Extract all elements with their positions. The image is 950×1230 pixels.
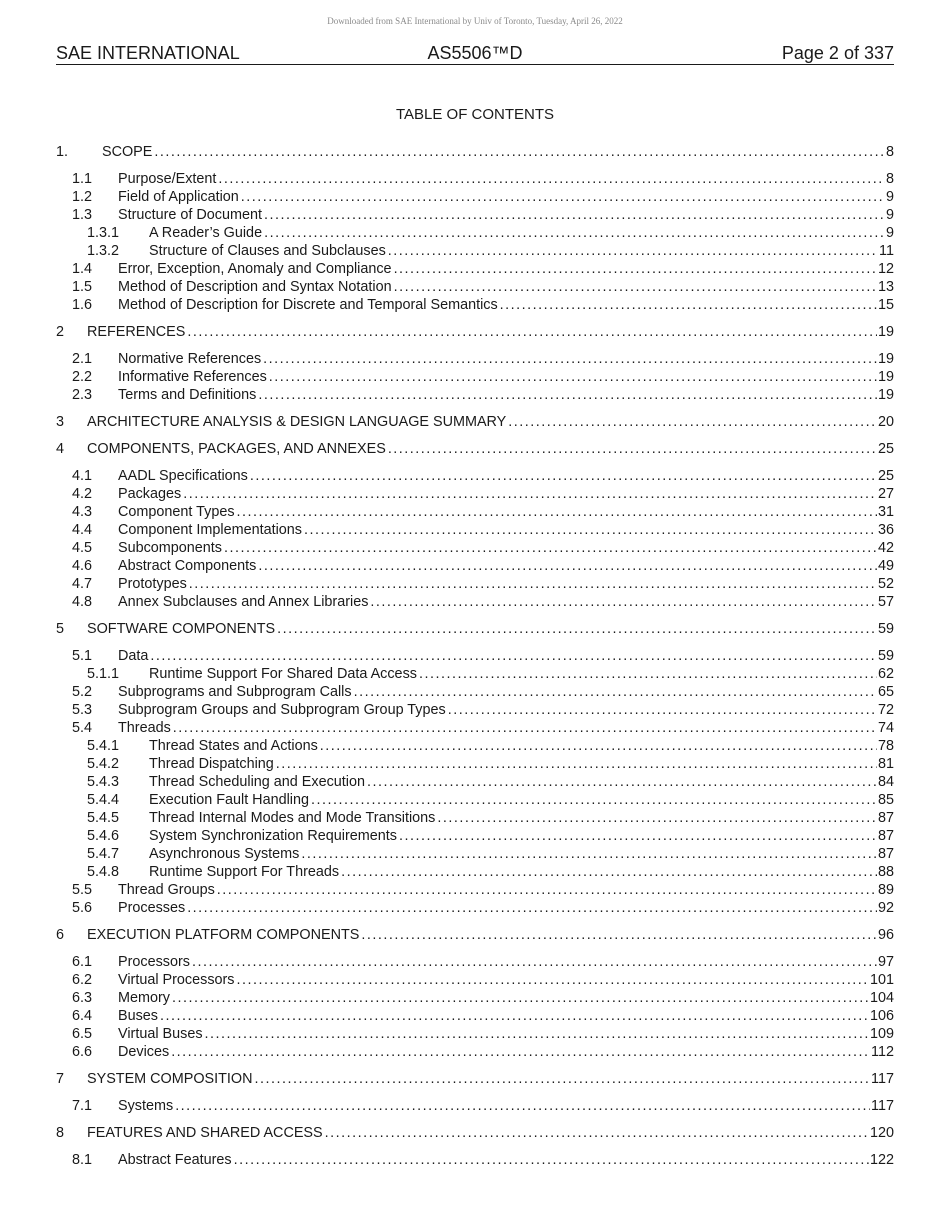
toc-entry[interactable]	[56, 863, 894, 881]
dot-leader	[187, 323, 877, 341]
toc-entry[interactable]	[56, 278, 894, 296]
dot-leader	[311, 791, 877, 809]
toc-entry-title: Thread Dispatching	[149, 756, 274, 772]
dot-leader	[183, 485, 877, 503]
toc-entry-title: Normative References	[118, 351, 262, 367]
toc-entry-number: 6.5	[72, 1026, 93, 1042]
toc-entry-title: Asynchronous Systems	[149, 846, 300, 862]
toc-entry-number: 4	[56, 441, 65, 457]
toc-entry[interactable]	[56, 683, 894, 701]
toc-entry-title: Virtual Buses	[118, 1026, 203, 1042]
toc-entry-number: 4.1	[72, 468, 93, 484]
toc-entry-page: 78	[877, 738, 894, 754]
toc-entry-page: 59	[877, 648, 894, 664]
toc-entry-page: 117	[871, 1071, 894, 1087]
toc-entry-number: 1.4	[72, 261, 93, 277]
toc-entry-number: 2.2	[72, 369, 93, 385]
toc-entry-page: 62	[877, 666, 894, 682]
toc-entry-number: 3	[56, 414, 65, 430]
toc-entry-title: Error, Exception, Anomaly and Compliance	[118, 261, 392, 277]
toc-entry[interactable]	[56, 386, 894, 404]
toc-entry[interactable]	[56, 791, 894, 809]
toc-entry-page: 85	[877, 792, 894, 808]
toc-entry-number: 5.4.6	[87, 828, 120, 844]
toc-entry-page: 8	[885, 144, 894, 160]
toc-entry[interactable]	[56, 440, 894, 458]
toc-entry-number: 5.4.8	[87, 864, 120, 880]
dot-leader	[218, 170, 885, 188]
toc-entry[interactable]	[56, 485, 894, 503]
dot-leader	[394, 260, 877, 278]
toc-entry-number: 2	[56, 324, 65, 340]
toc-entry-page: 57	[877, 594, 894, 610]
toc-entry[interactable]	[56, 620, 894, 638]
dot-leader	[388, 440, 877, 458]
toc-entry[interactable]	[56, 845, 894, 863]
toc-entry-page: 101	[869, 972, 894, 988]
toc-entry-page: 19	[877, 387, 894, 403]
toc-entry-number: 5.4.7	[87, 846, 120, 862]
toc-entry-page: 8	[885, 171, 894, 187]
dot-leader	[320, 737, 877, 755]
toc-entry-number: 5.5	[72, 882, 93, 898]
header-organization: SAE INTERNATIONAL	[56, 43, 240, 63]
toc-entry-title: SOFTWARE COMPONENTS	[87, 621, 276, 637]
toc-entry-page: 9	[885, 225, 894, 241]
dot-leader	[224, 539, 877, 557]
toc-entry-title: Subprograms and Subprogram Calls	[118, 684, 352, 700]
toc-entry-number: 5.1	[72, 648, 93, 664]
toc-entry[interactable]	[56, 143, 894, 161]
toc-entry-page: 109	[869, 1026, 894, 1042]
toc-entry[interactable]	[56, 224, 894, 242]
toc-entry-title: Subprogram Groups and Subprogram Group Types	[118, 702, 446, 718]
toc-entry-page: 11	[879, 243, 894, 259]
toc-entry-number: 1.6	[72, 297, 93, 313]
toc-entry-page: 25	[877, 468, 894, 484]
dot-leader	[187, 899, 877, 917]
toc-entry[interactable]	[56, 260, 894, 278]
toc-entry-number: 6.6	[72, 1044, 93, 1060]
toc-entry-number: 4.5	[72, 540, 93, 556]
toc-entry-title: Thread States and Actions	[149, 738, 318, 754]
toc-entry-number: 5.4.1	[87, 738, 120, 754]
toc-entry-title: Purpose/Extent	[118, 171, 217, 187]
toc-entry[interactable]	[56, 350, 894, 368]
dot-leader	[508, 413, 877, 431]
toc-entry[interactable]	[56, 323, 894, 341]
toc-entry-number: 2.3	[72, 387, 93, 403]
dot-leader	[205, 1025, 869, 1043]
toc-entry-title: Thread Groups	[118, 882, 215, 898]
toc-entry[interactable]	[56, 665, 894, 683]
dot-leader	[367, 773, 877, 791]
toc-entry-title: Abstract Components	[118, 558, 257, 574]
dot-leader	[264, 224, 885, 242]
toc-entry-title: Field of Application	[118, 189, 239, 205]
toc-entry-title: Execution Fault Handling	[149, 792, 309, 808]
toc-entry-number: 5.3	[72, 702, 93, 718]
toc-entry-page: 92	[877, 900, 894, 916]
dot-leader	[175, 1097, 870, 1115]
toc-entry-number: 5.1.1	[87, 666, 120, 682]
toc-entry-number: 1.3.2	[87, 243, 120, 259]
toc-entry-title: Thread Scheduling and Execution	[149, 774, 366, 790]
toc-entry-number: 5.4.3	[87, 774, 120, 790]
toc-entry-number: 4.3	[72, 504, 93, 520]
toc-entry-number: 6.2	[72, 972, 93, 988]
dot-leader	[258, 557, 877, 575]
toc-entry-page: 19	[877, 351, 894, 367]
toc-entry-page: 65	[877, 684, 894, 700]
toc-entry[interactable]	[56, 701, 894, 719]
dot-leader	[171, 1043, 870, 1061]
toc-entry-title: Subcomponents	[118, 540, 223, 556]
toc-entry-number: 5.4.5	[87, 810, 120, 826]
dot-leader	[250, 467, 877, 485]
dot-leader	[264, 206, 885, 224]
dot-leader	[500, 296, 877, 314]
dot-leader	[448, 701, 877, 719]
toc-entry-page: 89	[877, 882, 894, 898]
toc-entry-number: 2.1	[72, 351, 93, 367]
toc-entry[interactable]	[56, 1007, 894, 1025]
toc-entry-page: 19	[877, 324, 894, 340]
toc-entry[interactable]	[56, 899, 894, 917]
toc-entry[interactable]	[56, 1043, 894, 1061]
toc-entry-title: SYSTEM COMPOSITION	[87, 1071, 253, 1087]
toc-entry-page: 122	[869, 1152, 894, 1168]
toc-entry-page: 19	[877, 369, 894, 385]
toc-entry-page: 88	[877, 864, 894, 880]
toc-entry-page: 13	[877, 279, 894, 295]
header-document-id: AS5506™D	[427, 43, 523, 63]
toc-entry-title: SCOPE	[102, 144, 153, 160]
toc-entry[interactable]	[56, 242, 894, 260]
dot-leader	[189, 575, 877, 593]
toc-entry-number: 6	[56, 927, 65, 943]
dot-leader	[361, 926, 877, 944]
toc-entry[interactable]	[56, 521, 894, 539]
table-of-contents	[56, 143, 894, 1169]
toc-entry[interactable]	[56, 1025, 894, 1043]
toc-entry[interactable]	[56, 1070, 894, 1088]
toc-entry-title: REFERENCES	[87, 324, 186, 340]
toc-entry[interactable]	[56, 593, 894, 611]
toc-entry-page: 117	[871, 1098, 894, 1114]
toc-entry-title: Annex Subclauses and Annex Libraries	[118, 594, 369, 610]
toc-entry-title: Structure of Clauses and Subclauses	[149, 243, 386, 259]
dot-leader	[419, 665, 877, 683]
toc-entry-number: 6.3	[72, 990, 93, 1006]
toc-entry-title: Runtime Support For Threads	[149, 864, 340, 880]
dot-leader	[263, 350, 877, 368]
dot-leader	[160, 1007, 869, 1025]
dot-leader	[154, 143, 885, 161]
dot-leader	[255, 1070, 871, 1088]
toc-entry-page: 12	[877, 261, 894, 277]
toc-entry-page: 74	[877, 720, 894, 736]
toc-entry-number: 7	[56, 1071, 65, 1087]
toc-entry-page: 27	[877, 486, 894, 502]
dot-leader	[241, 188, 885, 206]
toc-entry-number: 1.2	[72, 189, 93, 205]
toc-entry-title: Informative References	[118, 369, 267, 385]
toc-entry-page: 25	[877, 441, 894, 457]
toc-entry-title: Devices	[118, 1044, 170, 1060]
toc-entry[interactable]	[56, 188, 894, 206]
toc-entry-title: Memory	[118, 990, 170, 1006]
toc-entry-page: 9	[885, 189, 894, 205]
toc-entry[interactable]	[56, 1151, 894, 1169]
dot-leader	[277, 620, 877, 638]
dot-leader	[237, 971, 869, 989]
toc-entry-page: 15	[877, 297, 894, 313]
toc-entry[interactable]	[56, 827, 894, 845]
dot-leader	[354, 683, 877, 701]
toc-entry-title: Processors	[118, 954, 190, 970]
toc-entry[interactable]	[56, 296, 894, 314]
toc-entry-title: ARCHITECTURE ANALYSIS & DESIGN LANGUAGE SUMMARY	[87, 414, 507, 430]
toc-entry-number: 8.1	[72, 1152, 93, 1168]
toc-entry-title: COMPONENTS, PACKAGES, AND ANNEXES	[87, 441, 386, 457]
toc-entry-title: Component Types	[118, 504, 235, 520]
toc-entry-number: 1.5	[72, 279, 93, 295]
toc-entry-number: 1.3.1	[87, 225, 120, 241]
toc-entry-page: 97	[877, 954, 894, 970]
toc-entry-number: 5.4	[72, 720, 93, 736]
toc-entry[interactable]	[56, 773, 894, 791]
toc-entry[interactable]	[56, 170, 894, 188]
dot-leader	[237, 503, 877, 521]
dot-leader	[172, 989, 869, 1007]
toc-entry-number: 5.2	[72, 684, 93, 700]
toc-entry-page: 59	[877, 621, 894, 637]
toc-entry-page: 87	[877, 810, 894, 826]
toc-entry-page: 9	[885, 207, 894, 223]
toc-entry[interactable]	[56, 539, 894, 557]
toc-entry-page: 106	[869, 1008, 894, 1024]
toc-entry-page: 36	[877, 522, 894, 538]
download-watermark: Downloaded from SAE International by Univ of Toronto, Tuesday, April 26, 2022	[327, 16, 623, 26]
dot-leader	[192, 953, 877, 971]
toc-entry-number: 1.3	[72, 207, 93, 223]
dot-leader	[217, 881, 877, 899]
toc-entry[interactable]	[56, 953, 894, 971]
dot-leader	[269, 368, 877, 386]
toc-entry-page: 52	[877, 576, 894, 592]
toc-entry-number: 1.	[56, 144, 69, 160]
toc-entry-page: 87	[877, 828, 894, 844]
toc-entry-page: 96	[877, 927, 894, 943]
toc-entry-page: 42	[877, 540, 894, 556]
toc-entry-title: A Reader’s Guide	[149, 225, 263, 241]
toc-entry-number: 1.1	[72, 171, 93, 187]
dot-leader	[388, 242, 878, 260]
dot-leader	[370, 593, 877, 611]
header-page-number: Page 2 of 337	[781, 43, 894, 63]
toc-entry[interactable]	[56, 575, 894, 593]
toc-entry-number: 5.4.2	[87, 756, 120, 772]
toc-entry-title: System Synchronization Requirements	[149, 828, 397, 844]
toc-entry[interactable]	[56, 557, 894, 575]
toc-entry[interactable]	[56, 989, 894, 1007]
toc-entry-number: 5	[56, 621, 65, 637]
toc-entry-page: 104	[869, 990, 894, 1006]
toc-entry-title: Data	[118, 648, 149, 664]
toc-entry-title: Buses	[118, 1008, 158, 1024]
toc-entry[interactable]	[56, 809, 894, 827]
toc-entry-number: 4.2	[72, 486, 93, 502]
toc-entry[interactable]	[56, 206, 894, 224]
toc-entry[interactable]	[56, 647, 894, 665]
toc-entry-page: 72	[877, 702, 894, 718]
toc-entry-page: 87	[877, 846, 894, 862]
toc-entry-number: 8	[56, 1125, 65, 1141]
toc-entry[interactable]	[56, 737, 894, 755]
toc-entry-title: Systems	[118, 1098, 174, 1114]
toc-entry-title: Method of Description for Discrete and Temporal Semantics	[118, 297, 498, 313]
toc-entry[interactable]	[56, 926, 894, 944]
dot-leader	[399, 827, 877, 845]
toc-entry[interactable]	[56, 368, 894, 386]
page-header	[56, 43, 894, 65]
dot-leader	[258, 386, 877, 404]
toc-entry-title: Thread Internal Modes and Mode Transitions	[149, 810, 436, 826]
toc-entry[interactable]	[56, 1124, 894, 1142]
toc-entry-number: 4.7	[72, 576, 93, 592]
toc-entry-page: 31	[877, 504, 894, 520]
toc-entry[interactable]	[56, 881, 894, 899]
toc-entry-title: Method of Description and Syntax Notation	[118, 279, 392, 295]
toc-entry-title: EXECUTION PLATFORM COMPONENTS	[87, 927, 360, 943]
toc-entry-number: 5.4.4	[87, 792, 120, 808]
toc-entry-page: 120	[869, 1125, 894, 1141]
toc-entry-page: 20	[877, 414, 894, 430]
toc-entry-title: Terms and Definitions	[118, 387, 257, 403]
toc-entry-number: 4.8	[72, 594, 93, 610]
toc-entry-number: 6.4	[72, 1008, 93, 1024]
toc-entry-title: FEATURES AND SHARED ACCESS	[87, 1125, 323, 1141]
toc-entry[interactable]	[56, 719, 894, 737]
toc-entry-title: Packages	[118, 486, 182, 502]
toc-entry-number: 6.1	[72, 954, 93, 970]
toc-entry-title: Processes	[118, 900, 186, 916]
toc-entry-title: Runtime Support For Shared Data Access	[149, 666, 417, 682]
toc-entry-title: Component Implementations	[118, 522, 302, 538]
toc-entry-number: 7.1	[72, 1098, 93, 1114]
dot-leader	[325, 1124, 869, 1142]
toc-entry-number: 4.6	[72, 558, 93, 574]
toc-entry[interactable]	[56, 1097, 894, 1115]
toc-entry-title: Prototypes	[118, 576, 187, 592]
dot-leader	[276, 755, 877, 773]
toc-entry-number: 4.4	[72, 522, 93, 538]
toc-entry-number: 5.6	[72, 900, 93, 916]
dot-leader	[173, 719, 877, 737]
dot-leader	[150, 647, 877, 665]
toc-entry-title: Abstract Features	[118, 1152, 232, 1168]
toc-entry-title: Structure of Document	[118, 207, 262, 223]
toc-entry-page: 81	[877, 756, 894, 772]
toc-entry-page: 49	[877, 558, 894, 574]
dot-leader	[394, 278, 877, 296]
toc-title: TABLE OF CONTENTS	[395, 106, 555, 123]
toc-entry-title: Threads	[118, 720, 171, 736]
toc-entry-page: 112	[871, 1044, 894, 1060]
dot-leader	[234, 1151, 869, 1169]
dot-leader	[341, 863, 877, 881]
toc-entry-page: 84	[877, 774, 894, 790]
toc-entry[interactable]	[56, 503, 894, 521]
dot-leader	[437, 809, 877, 827]
toc-entry[interactable]	[56, 971, 894, 989]
toc-entry[interactable]	[56, 755, 894, 773]
toc-entry-title: Virtual Processors	[118, 972, 235, 988]
dot-leader	[304, 521, 877, 539]
dot-leader	[301, 845, 877, 863]
toc-entry-title: AADL Specifications	[118, 468, 248, 484]
toc-entry[interactable]	[56, 467, 894, 485]
toc-entry[interactable]	[56, 413, 894, 431]
